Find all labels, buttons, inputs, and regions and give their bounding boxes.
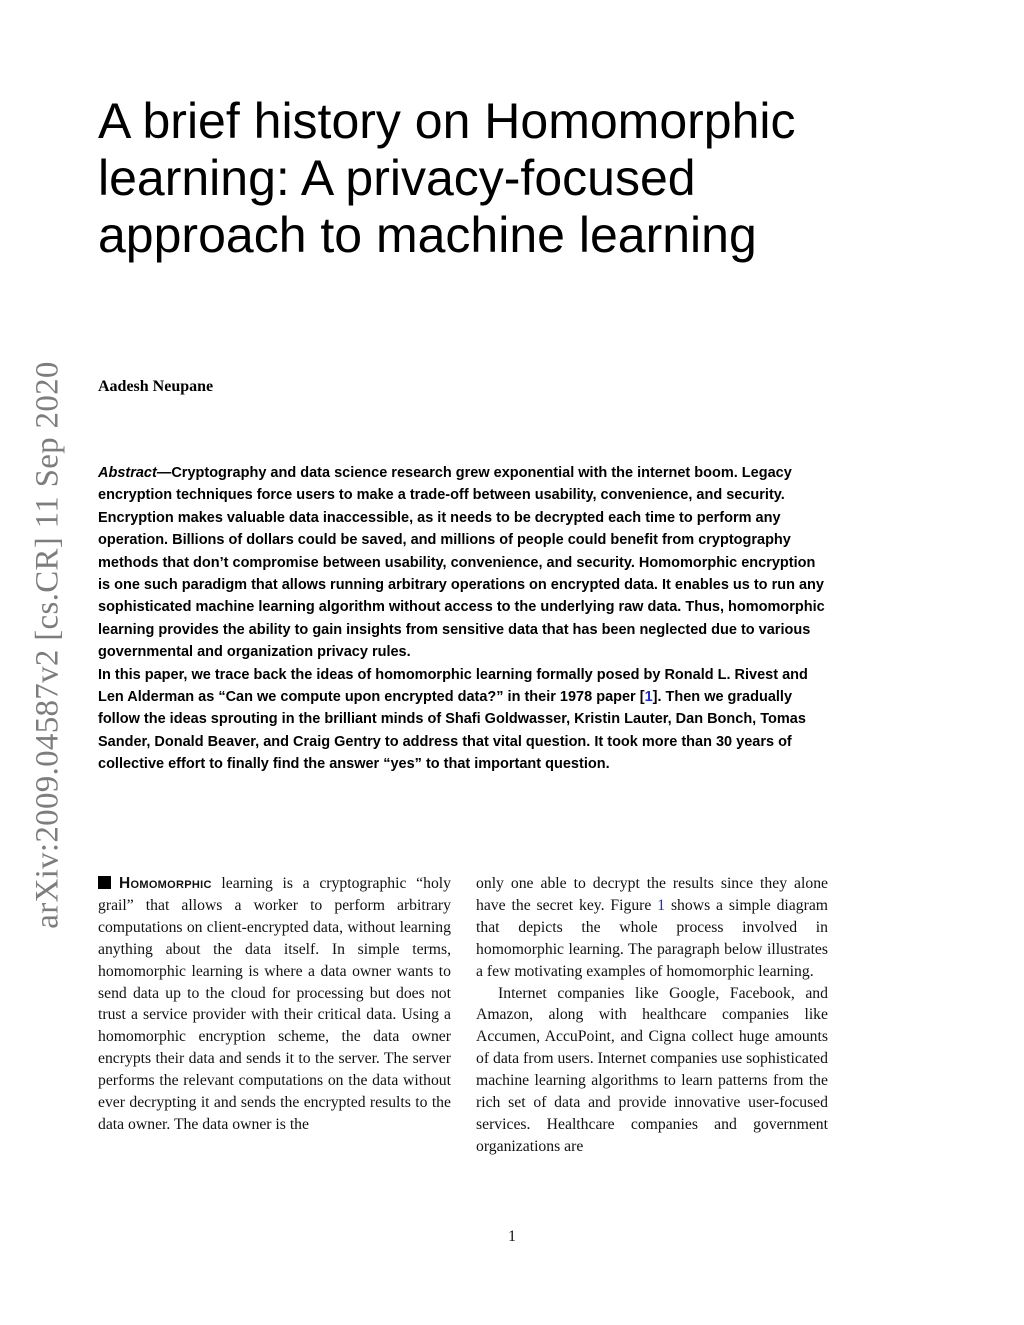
abstract-label: Abstract [98,465,157,481]
intro-text: learning is a cryptographic “holy grail” that allows a worker to perform arbitrary computations on client-encrypted data, without learning anything about the data itself. In simple terms, homomorphic learning is where a data owner wants to send data up to the cloud for processing but does not trust a service provider with their critical data. Using a homomorphic encryption scheme, the data owner encrypts their data and sends it to the server. The server performs the relevant computations on the data without ever decrypting it and sends the encrypted results to the data owner. The data owner is the [98,875,451,1133]
intro-paragraph [98,873,451,1136]
paper-title: A brief history on Homomorphic learning: A privacy-focused approach to machine learning [98,93,796,263]
arxiv-identifier: arXiv:2009.04587v2 [cs.CR] 11 Sep 2020 [29,361,66,929]
figure-reference-link[interactable]: 1 [657,896,666,914]
companies-paragraph: Internet companies like Google, Facebook, and Amazon, along with healthcare companies like Accumen, AccuPoint, and Cigna collect huge amounts of data from users. Internet companies use sophisticated machine learning algorithms to learn patterns from the rich set of data and provide innovative user-focused services. Healthcare companies and government organizations are [476,984,828,1155]
abstract [98,462,830,776]
dropcap-lead-word: Homomorphic [119,875,212,892]
abstract-text-2a: In this paper, we trace back the ideas of homomorphic learning formally posed by Ronald L. Rivest and Len Alderman as “Can we compute upon encrypted data?” in their 1978 paper [ [98,666,808,706]
body-column-right [476,873,828,1158]
abstract-text-1: Cryptography and data science research grew exponential with the internet boom. Legacy encryption techniques force users to make a trade-off between usability, convenience, and security. Encryption makes valuable data inaccessible, as it needs to be decrypted each time to perform any operation. Billions of dollars could be saved, and millions of people could benefit from cryptography methods that don’t compromise between usability, convenience, and security. Homomorphic encryption is one such paradigm that allows running arbitrary operations on encrypted data. It enables us to run any sophisticated machine learning algorithm without access to the underlying raw data. Thus, homomorphic learning provides the ability to gain insights from sensitive data that has been neglected due to various governmental and organization privacy rules. [98,465,825,661]
continuation-text-a: only one able to decrypt the results since they alone have the secret key. Figure [476,875,828,914]
continuation-paragraph [476,873,828,983]
abstract-dash: — [156,465,172,481]
abstract-paragraph-1 [98,462,830,664]
page-number: 1 [508,1228,516,1245]
abstract-paragraph-2 [98,664,830,776]
body-column-left [98,873,451,1136]
continuation-text-b: shows a simple diagram that depicts the whole process involved in homomorphic learning. The paragraph below illustrates a few motivating examples of homomorphic learning. [476,896,828,980]
author-name: Aadesh Neupane [98,378,214,395]
abstract-text-2b: ]. Then we gradually follow the ideas sprouting in the brilliant minds of Shafi Goldwasser, Kristin Lauter, Dan Bonch, Tomas Sander, Donald Beaver, and Craig Gentry to address that vital question. It took more than 30 years of collective effort to finally find the answer “yes” to that important question. [98,689,806,773]
citation-link[interactable]: 1 [644,689,653,706]
black-square-icon [98,876,111,889]
